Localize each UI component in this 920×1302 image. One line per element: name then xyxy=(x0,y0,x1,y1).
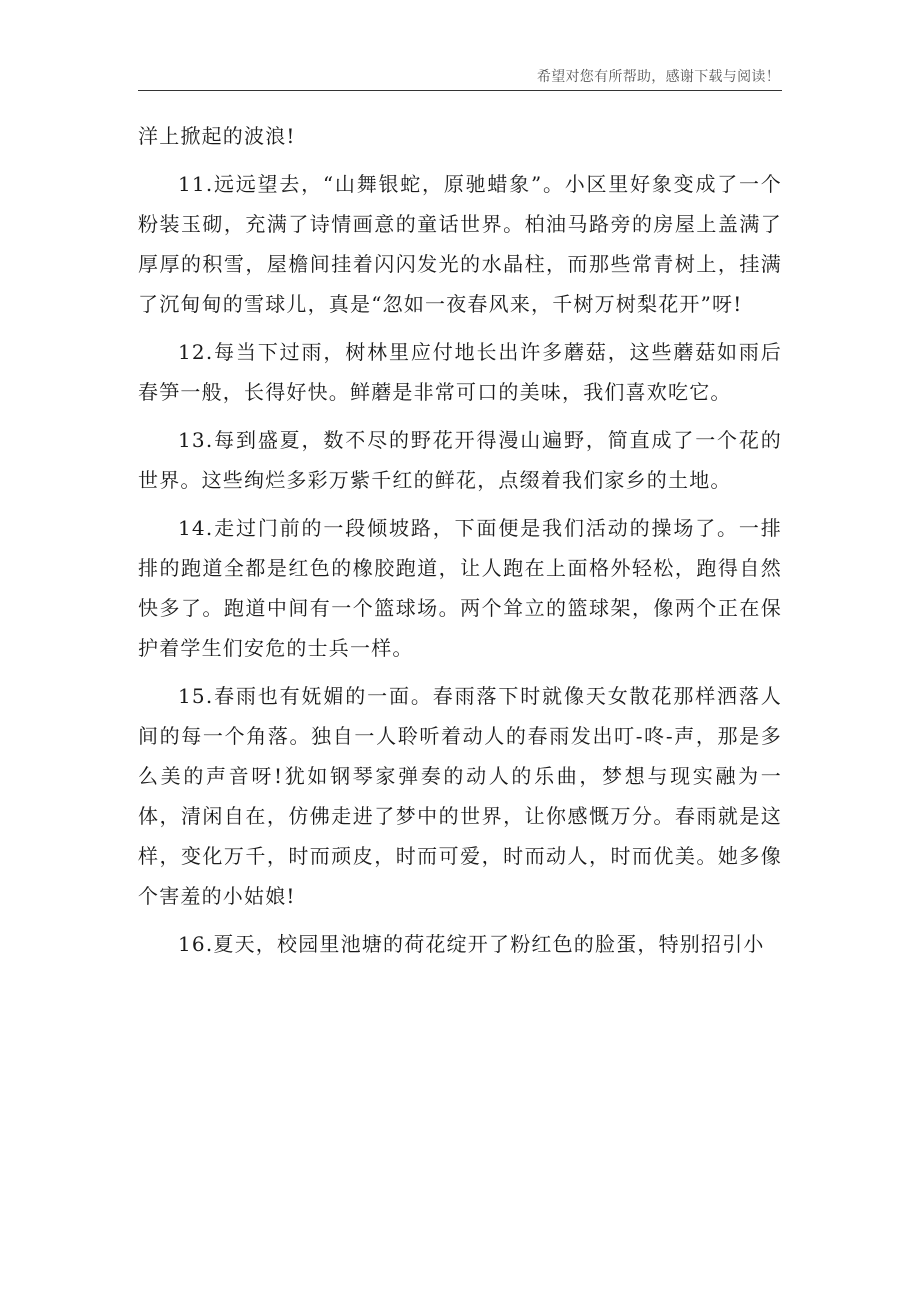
paragraph: 11.远远望去，“山舞银蛇，原驰蜡象”。小区里好象变成了一个粉装玉砌，充满了诗情画意的童话世界。柏油马路旁的房屋上盖满了厚厚的积雪，屋檐间挂着闪闪发光的水晶柱，而那些常青树上，挂满了沉甸甸的雪球儿，真是“忽如一夜春风来，千树万树梨花开”呀! xyxy=(138,172,782,316)
document-body xyxy=(138,116,782,972)
paragraph: 14.走过门前的一段倾坡路，下面便是我们活动的操场了。一排排的跑道全都是红色的橡胶跑道，让人跑在上面格外轻松，跑得自然快多了。跑道中间有一个篮球场。两个耸立的篮球架，像两个正在保护着学生们安危的士兵一样。 xyxy=(138,516,782,660)
page-header xyxy=(138,62,782,91)
paragraph: 16.夏天，校园里池塘的荷花绽开了粉红色的脸蛋，特别招引小 xyxy=(178,932,765,956)
paragraph: 洋上掀起的波浪! xyxy=(138,124,296,148)
paragraph: 13.每到盛夏，数不尽的野花开得漫山遍野，简直成了一个花的世界。这些绚烂多彩万紫千红的鲜花，点缀着我们家乡的土地。 xyxy=(138,428,782,492)
paragraph: 15.春雨也有妩媚的一面。春雨落下时就像天女散花那样洒落人间的每一个角落。独自一人聆听着动人的春雨发出叮-咚-声，那是多么美的声音呀!犹如钢琴家弹奏的动人的乐曲，梦想与现实融为一体，清闲自在，仿佛走进了梦中的世界，让你感慨万分。春雨就是这样，变化万千，时而顽皮，时而可爱，时而动人，时而优美。她多像个害羞的小姑娘! xyxy=(138,684,782,908)
paragraph: 12.每当下过雨，树林里应付地长出许多蘑菇，这些蘑菇如雨后春笋一般，长得好快。鲜蘑是非常可口的美味，我们喜欢吃它。 xyxy=(138,340,782,404)
header-text: 希望对您有所帮助，感谢下载与阅读！ xyxy=(536,69,780,85)
